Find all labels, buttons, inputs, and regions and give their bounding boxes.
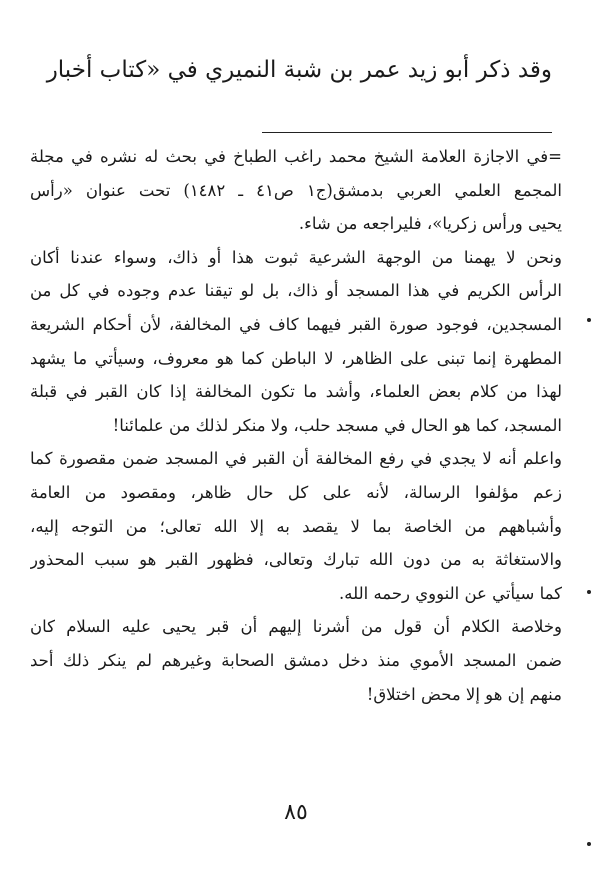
text-line: زعم مؤلفوا الرسالة، لأنه على كل حال ظاهر، ومقصود من العامة [30,482,562,502]
text-line: لهذا من كلام بعض العلماء، وأشد ما تكون المخالفة إذا كان القبر في قبلة [30,382,562,402]
margin-dot [587,318,591,322]
text-line: والاستغاثة به من دون الله تبارك وتعالى، فظهور القبر هو سبب المحذور [30,550,562,570]
footnote-separator [262,132,552,133]
text-line: منهم إن هو إلا محض اختلاق! [366,684,562,704]
text-line: وخلاصة الكلام أن قول من أشرنا إليهم أن قبر يحيى عليه السلام كان [30,617,562,637]
text-line: ضمن المسجد الأموي منذ دخل دمشق الصحابة وغيرهم لم ينكر ذلك أحد [30,650,562,670]
page-body [30,140,562,711]
text-line: المسجد، كما هو الحال في مسجد حلب، ولا منكر لذلك من علمائنا! [112,415,562,435]
footnote [30,140,562,241]
text-line: الرأس الكريم في هذا المسجد أو ذاك، بل لو تيقنا عدم وجوده في كل من [30,281,562,301]
text-line: المسجدين، فوجود صورة القبر فيهما كاف في المخالفة، لأن أحكام الشريعة [30,314,562,334]
text-line: كما سيأتي عن النووي رحمه الله. [339,583,562,603]
text-line: ونحن لا يهمنا من الوجهة الشرعية ثبوت هذا أو ذاك، وسواء عندنا أكان [30,247,562,267]
margin-dot [587,590,591,594]
footnote-line: =في الاجازة العلامة الشيخ محمد راغب الطباخ في بحث له نشره في مجلة [30,147,562,166]
paragraph-2 [30,442,562,610]
margin-dot [587,842,591,846]
text-line: وأشباههم من الخاصة بما لا يقصد به إلا الله تعالى؛ من التوجه إليه، [30,516,562,536]
paragraph-1 [30,241,562,443]
text-line: واعلم أنه لا يجدي في رفع المخالفة أن القبر في المسجد ضمن مقصورة كما [30,449,562,469]
page-number: ٨٥ [284,800,308,825]
paragraph-3 [30,610,562,711]
footnote-line: يحيى ورأس زكريا»، فليراجعه من شاء. [298,214,562,234]
footnote-line: المجمع العلمي العربي بدمشق(ج١ ص٤١ ـ ١٤٨٢) تحت عنوان «رأس [30,180,562,200]
text-line: المطهرة إنما تبنى على الظاهر، لا الباطن كما هو معروف، وسيأتي ما يشهد [30,348,562,368]
continuation-line: وقد ذكر أبو زيد عمر بن شبة النميري في «كتاب أخبار [46,57,552,83]
